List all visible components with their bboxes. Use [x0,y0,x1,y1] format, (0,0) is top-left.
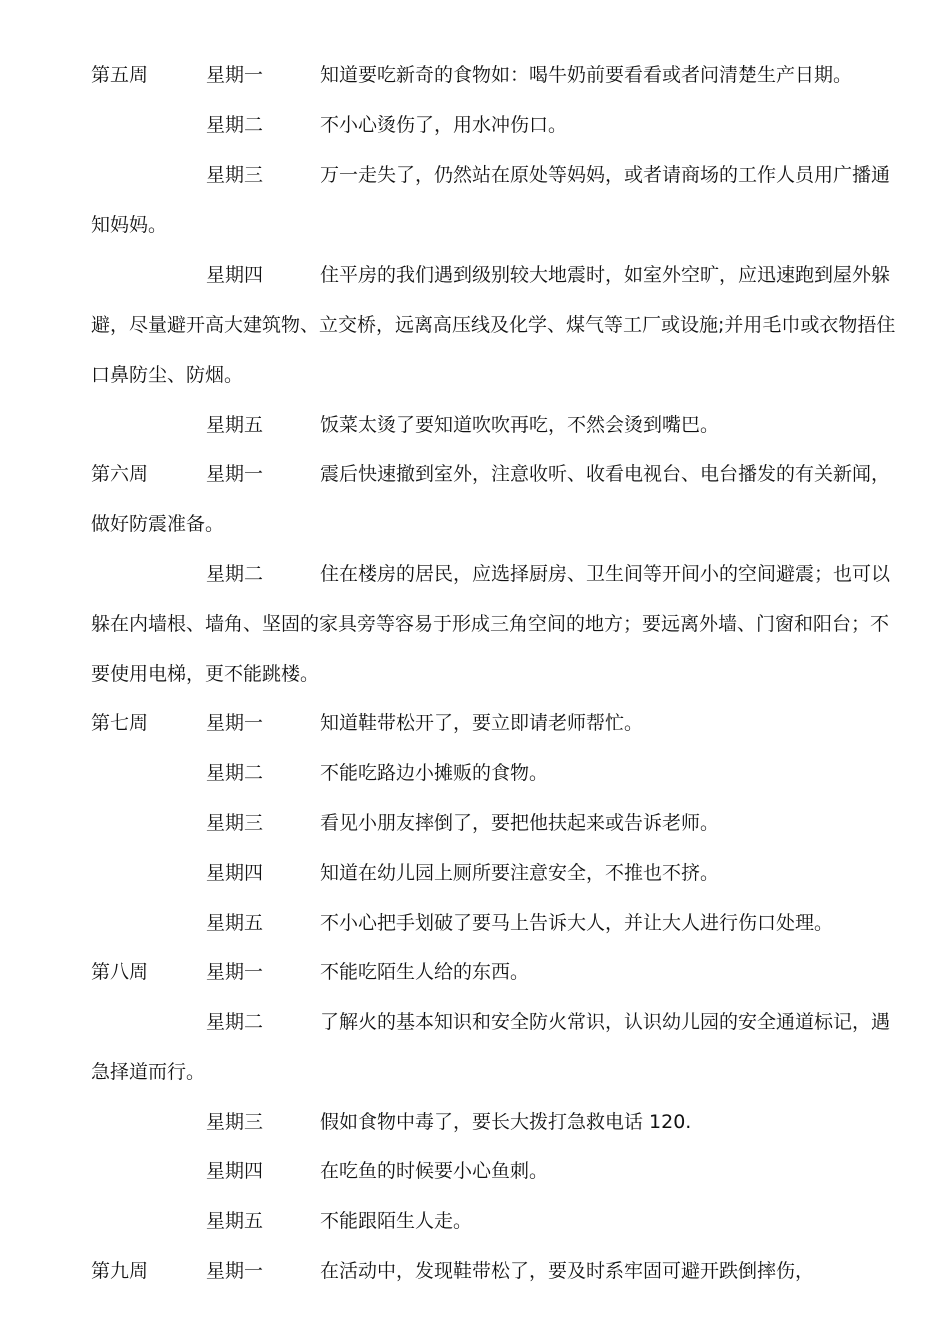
week-label: 第五周 [91,64,149,86]
continuation-line [0,360,950,390]
continuation-line [0,609,950,639]
schedule-line [0,459,950,489]
schedule-line [0,260,950,290]
safety-text: 万一走失了，仍然站在原处等妈妈，或者请商场的工作人员用广播通 [320,164,891,186]
day-label: 星期一 [206,1260,264,1282]
week-label: 第六周 [91,463,149,485]
day-label: 星期四 [206,1160,264,1182]
safety-text: 住平房的我们遇到级别较大地震时，如室外空旷，应迅速跑到屋外躲 [320,264,891,286]
day-label: 星期四 [206,264,264,286]
day-label: 星期三 [206,164,264,186]
continuation-line [0,509,950,539]
safety-text: 看见小朋友摔倒了，要把他扶起来或告诉老师。 [320,812,720,834]
safety-text: 知道鞋带松开了，要立即请老师帮忙。 [320,712,644,734]
safety-text-continued: 口鼻防尘、防烟。 [91,364,244,386]
continuation-line [0,1057,950,1087]
continuation-line [0,659,950,689]
continuation-line [0,210,950,240]
safety-text-continued: 躲在内墙根、墙角、坚固的家具旁等容易于形成三角空间的地方；要远离外墙、门窗和阳台；不 [91,613,890,635]
schedule-line [0,559,950,589]
schedule-line [0,758,950,788]
day-label: 星期三 [206,812,264,834]
schedule-line [0,708,950,738]
safety-text-continued: 避，尽量避开高大建筑物、立交桥，远离高压线及化学、煤气等工厂或设施;并用毛巾或衣物捂住 [91,314,896,336]
safety-text: 在吃鱼的时候要小心鱼刺。 [320,1160,549,1182]
safety-text-continued: 知妈妈。 [91,214,168,236]
day-label: 星期五 [206,1210,264,1232]
safety-text: 了解火的基本知识和安全防火常识，认识幼儿园的安全通道标记，遇 [320,1011,891,1033]
safety-text: 住在楼房的居民，应选择厨房、卫生间等开间小的空间避震；也可以 [320,563,891,585]
week-label: 第八周 [91,961,149,983]
safety-text: 不小心烫伤了，用水冲伤口。 [320,114,568,136]
schedule-line [0,1206,950,1236]
schedule-line [0,908,950,938]
schedule-line [0,957,950,987]
safety-text: 在活动中，发现鞋带松了，要及时系牢固可避开跌倒摔伤， [320,1260,815,1282]
safety-text: 假如食物中毒了，要长大拨打急救电话 120. [320,1111,692,1133]
safety-text: 不小心把手划破了要马上告诉大人，并让大人进行伤口处理。 [320,912,834,934]
safety-text: 知道在幼儿园上厕所要注意安全，不推也不挤。 [320,862,720,884]
schedule-line [0,1107,950,1137]
schedule-line [0,110,950,140]
day-label: 星期二 [206,1011,264,1033]
schedule-line [0,1156,950,1186]
day-label: 星期二 [206,114,264,136]
schedule-line [0,60,950,90]
day-label: 星期二 [206,762,264,784]
day-label: 星期四 [206,862,264,884]
day-label: 星期一 [206,712,264,734]
schedule-line [0,858,950,888]
schedule-line [0,1007,950,1037]
safety-text-continued: 急择道而行。 [91,1061,206,1083]
safety-text: 震后快速撤到室外，注意收听、收看电视台、电台播发的有关新闻， [320,463,891,485]
safety-text-continued: 做好防震准备。 [91,513,225,535]
safety-text: 不能吃陌生人给的东西。 [320,961,530,983]
week-label: 第七周 [91,712,149,734]
schedule-line [0,1256,950,1286]
day-label: 星期二 [206,563,264,585]
day-label: 星期三 [206,1111,264,1133]
day-label: 星期一 [206,463,264,485]
schedule-line [0,410,950,440]
safety-text: 知道要吃新奇的食物如：喝牛奶前要看看或者问清楚生产日期。 [320,64,853,86]
day-label: 星期一 [206,64,264,86]
safety-text: 不能吃路边小摊贩的食物。 [320,762,549,784]
safety-text: 不能跟陌生人走。 [320,1210,473,1232]
day-label: 星期五 [206,414,264,436]
week-label: 第九周 [91,1260,149,1282]
schedule-line [0,160,950,190]
schedule-line [0,808,950,838]
day-label: 星期一 [206,961,264,983]
continuation-line [0,310,950,340]
day-label: 星期五 [206,912,264,934]
safety-text-continued: 要使用电梯，更不能跳楼。 [91,663,320,685]
safety-text: 饭菜太烫了要知道吹吹再吃，不然会烫到嘴巴。 [320,414,720,436]
